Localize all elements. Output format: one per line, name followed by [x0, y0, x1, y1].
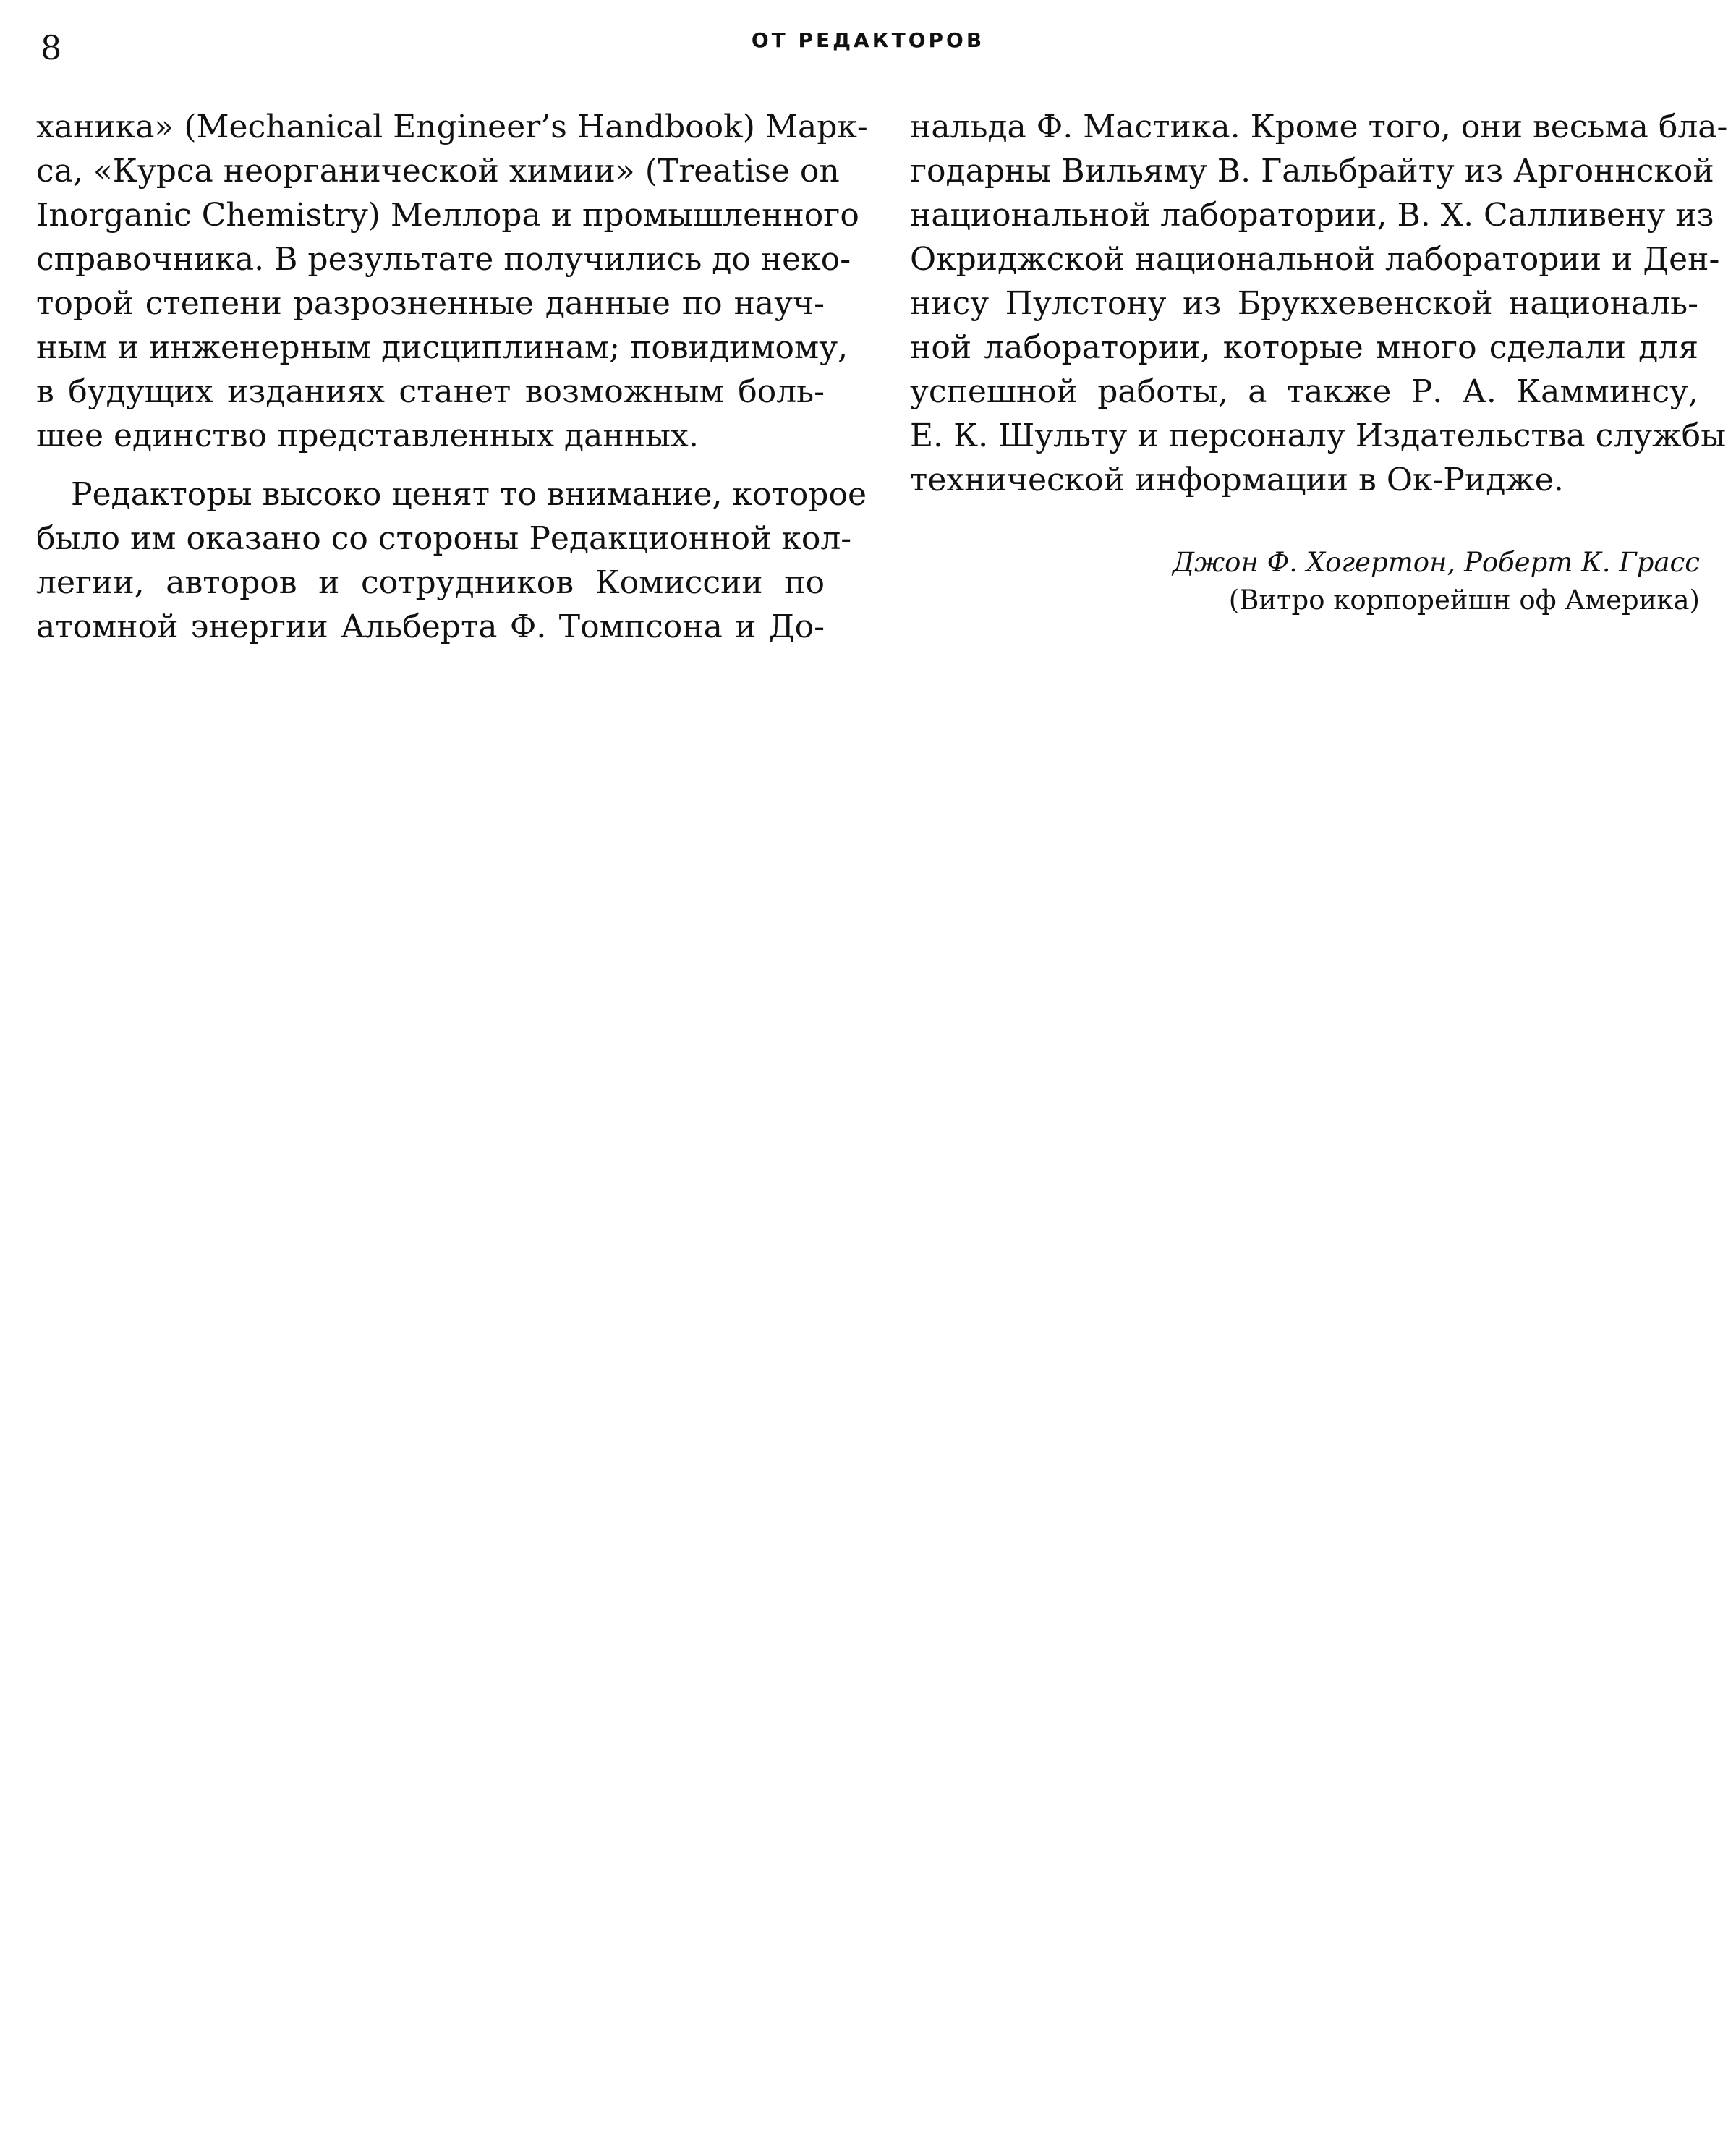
text-line: ным и инженерным дисциплинам; повидимому,	[36, 329, 848, 366]
text-line: технической информации в Ок-Ридже.	[910, 462, 1564, 498]
paragraph	[36, 105, 868, 458]
text-line: Окриджской национальной лаборатории и Ден-	[910, 241, 1720, 278]
text-line: было им оказано со стороны Редакционной кол-	[36, 520, 852, 557]
text-line: Е. К. Шульту и персоналу Издательства службы	[910, 417, 1727, 454]
text-line: нальда Ф. Мастика. Кроме того, они весьма бла-	[910, 109, 1728, 145]
text-line: торой степени разрозненные данные по науч-	[36, 285, 825, 322]
text-line: успешной работы, а также Р. А. Камминсу,	[910, 373, 1698, 410]
paragraph-gap	[36, 458, 825, 472]
right-column	[910, 105, 1728, 502]
running-header: ОТ РЕДАКТОРОВ	[751, 28, 985, 52]
text-line: ной лаборатории, которые много сделали для	[910, 329, 1698, 366]
text-line: са, «Курса неорганической химии» (Treatise on	[36, 153, 840, 190]
page-number: 8	[41, 28, 62, 67]
text-line: в будущих изданиях станет возможным боль-	[36, 373, 825, 410]
text-line: нису Пулстону из Брукхевенской националь-	[910, 285, 1698, 322]
left-column	[36, 105, 868, 649]
text-line: справочника. В результате получились до неко-	[36, 241, 851, 278]
paragraph	[910, 105, 1728, 502]
text-line: ханика» (Mechanical Engineer’s Handbook) Марк-	[36, 109, 868, 145]
text-line: шее единство представленных данных.	[36, 417, 699, 454]
text-line: годарны Вильяму В. Гальбрайту из Аргоннской	[910, 153, 1714, 190]
signature-authors: Джон Ф. Хогертон, Роберт К. Грасс	[1173, 547, 1700, 578]
signature-block	[1173, 544, 1700, 619]
text-line: Inorganic Chemistry) Меллора и промышленного	[36, 197, 859, 234]
text-line: легии, авторов и сотрудников Комиссии по	[36, 564, 825, 601]
paragraph	[36, 472, 867, 649]
text-line: Редакторы высоко ценят то внимание, которое	[71, 476, 867, 513]
signature-affiliation: (Витро корпорейшн оф Америка)	[1228, 584, 1700, 616]
text-line: национальной лаборатории, В. Х. Салливену из	[910, 197, 1714, 234]
text-line: атомной энергии Альберта Ф. Томпсона и До-	[36, 608, 825, 645]
